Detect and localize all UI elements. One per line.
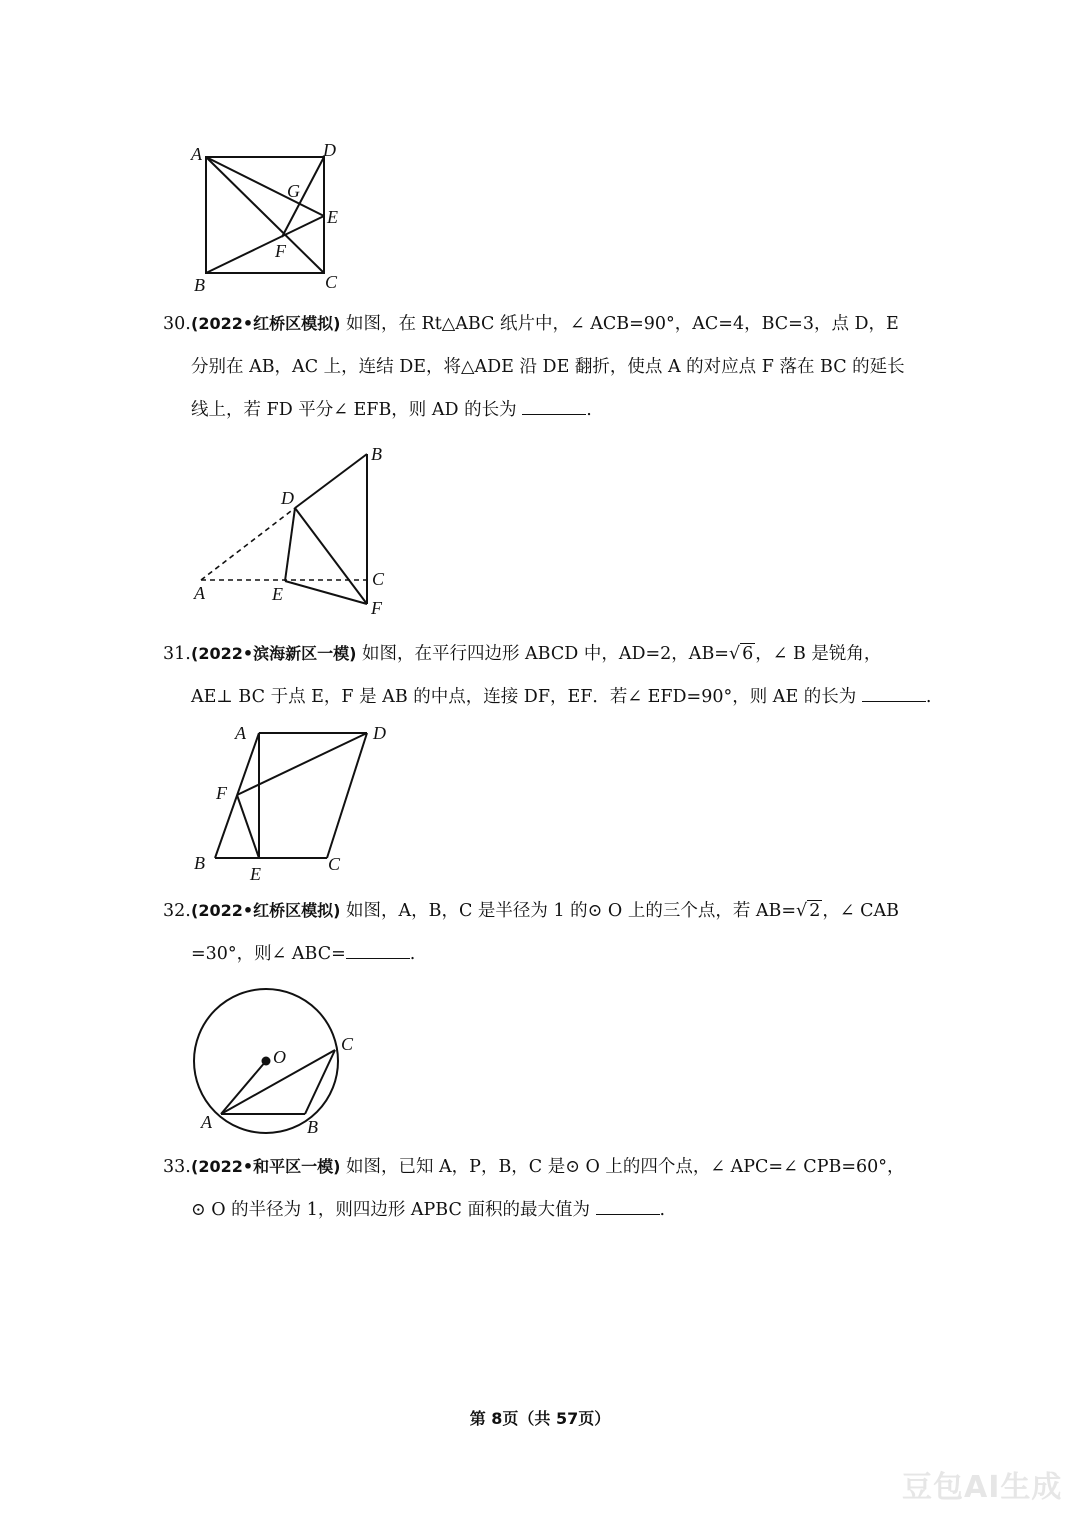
period: . <box>659 1200 666 1220</box>
question-text-line1a: 如图，在平行四边形 ABCD 中，AD=2，AB= <box>361 644 729 664</box>
answer-blank <box>522 400 586 415</box>
label-c: C <box>325 272 338 292</box>
question-number: 31. <box>163 644 191 664</box>
center-point <box>262 1057 271 1066</box>
question-source: (2022•和平区一模) <box>191 1157 341 1176</box>
period: . <box>586 400 592 420</box>
label-a: A <box>191 144 202 164</box>
figure-parallelogram <box>185 720 405 889</box>
question-33 <box>163 1145 933 1232</box>
period: . <box>925 687 932 707</box>
label-a: A <box>201 1112 212 1132</box>
label-f: F <box>371 598 382 618</box>
label-b: B <box>194 853 205 873</box>
label-c: C <box>328 854 341 874</box>
question-source: (2022•红桥区模拟) <box>191 314 341 333</box>
question-text-line1a: 如图，A，B，C 是半径为 1 的⊙ O 上的三个点，若 AB= <box>345 901 797 921</box>
question-32 <box>163 889 933 976</box>
question-number: 32. <box>163 901 191 921</box>
label-a: A <box>235 723 246 743</box>
sqrt-expression: √ 6 <box>728 644 754 664</box>
question-text-line2: ⊙ O 的半径为 1，则四边形 APBC 面积的最大值为 <box>191 1200 590 1220</box>
radicand: 2 <box>809 901 821 921</box>
answer-blank <box>862 687 926 702</box>
label-c: C <box>341 1034 354 1054</box>
question-text-line2: 分别在 AB，AC 上，连结 DE，将△ADE 沿 DE 翻折，使点 A 的对应点 F 落在 BC 的延长 <box>191 357 905 377</box>
question-text-line1b: ，∠ B 是锐角， <box>755 644 882 664</box>
question-text-line1: 如图，在 Rt△ABC 纸片中，∠ ACB=90°，AC=4，BC=3，点 D，E <box>345 314 899 334</box>
label-g: G <box>287 181 300 201</box>
label-b: B <box>307 1117 318 1137</box>
label-e: E <box>327 207 338 227</box>
watermark: 豆包AI生成 <box>902 1470 1063 1505</box>
question-text-line2: =30°，则∠ ABC= <box>191 944 346 964</box>
question-text-line1: 如图，已知 A，P，B，C 是⊙ O 上的四个点，∠ APC=∠ CPB=60°， <box>345 1157 905 1177</box>
question-text-line3: 线上，若 FD 平分∠ EFB，则 AD 的长为 <box>191 400 517 420</box>
question-source: (2022•滨海新区一模) <box>191 644 357 663</box>
page-footer: 第 8页（共 57页） <box>469 1409 611 1428</box>
label-d: D <box>323 140 336 160</box>
label-d: D <box>373 723 386 743</box>
answer-blank <box>346 944 410 959</box>
label-d: D <box>281 488 294 508</box>
label-c: C <box>372 569 385 589</box>
label-o: O <box>273 1047 286 1067</box>
figure-fold <box>185 442 405 626</box>
question-text-line2: AE⊥ BC 于点 E，F 是 AB 的中点，连接 DF，EF．若∠ EFD=90°，则 AE 的长为 <box>191 687 857 707</box>
question-number: 33. <box>163 1157 191 1177</box>
question-31 <box>163 632 933 719</box>
radicand: 6 <box>742 644 754 664</box>
question-30 <box>163 302 933 432</box>
label-b: B <box>194 275 205 295</box>
label-b: B <box>371 444 382 464</box>
question-source: (2022•红桥区模拟) <box>191 901 341 920</box>
label-a: A <box>194 583 205 603</box>
period: . <box>409 944 416 964</box>
question-text-line1b: ，∠ CAB <box>822 901 899 921</box>
figure-circle <box>185 982 385 1146</box>
question-number: 30. <box>163 314 191 334</box>
label-e: E <box>250 864 261 884</box>
figure-square <box>185 140 355 304</box>
label-f: F <box>216 783 227 803</box>
label-f: F <box>275 241 286 261</box>
answer-blank <box>596 1200 660 1215</box>
sqrt-expression: √ 2 <box>796 901 821 921</box>
label-e: E <box>272 584 283 604</box>
